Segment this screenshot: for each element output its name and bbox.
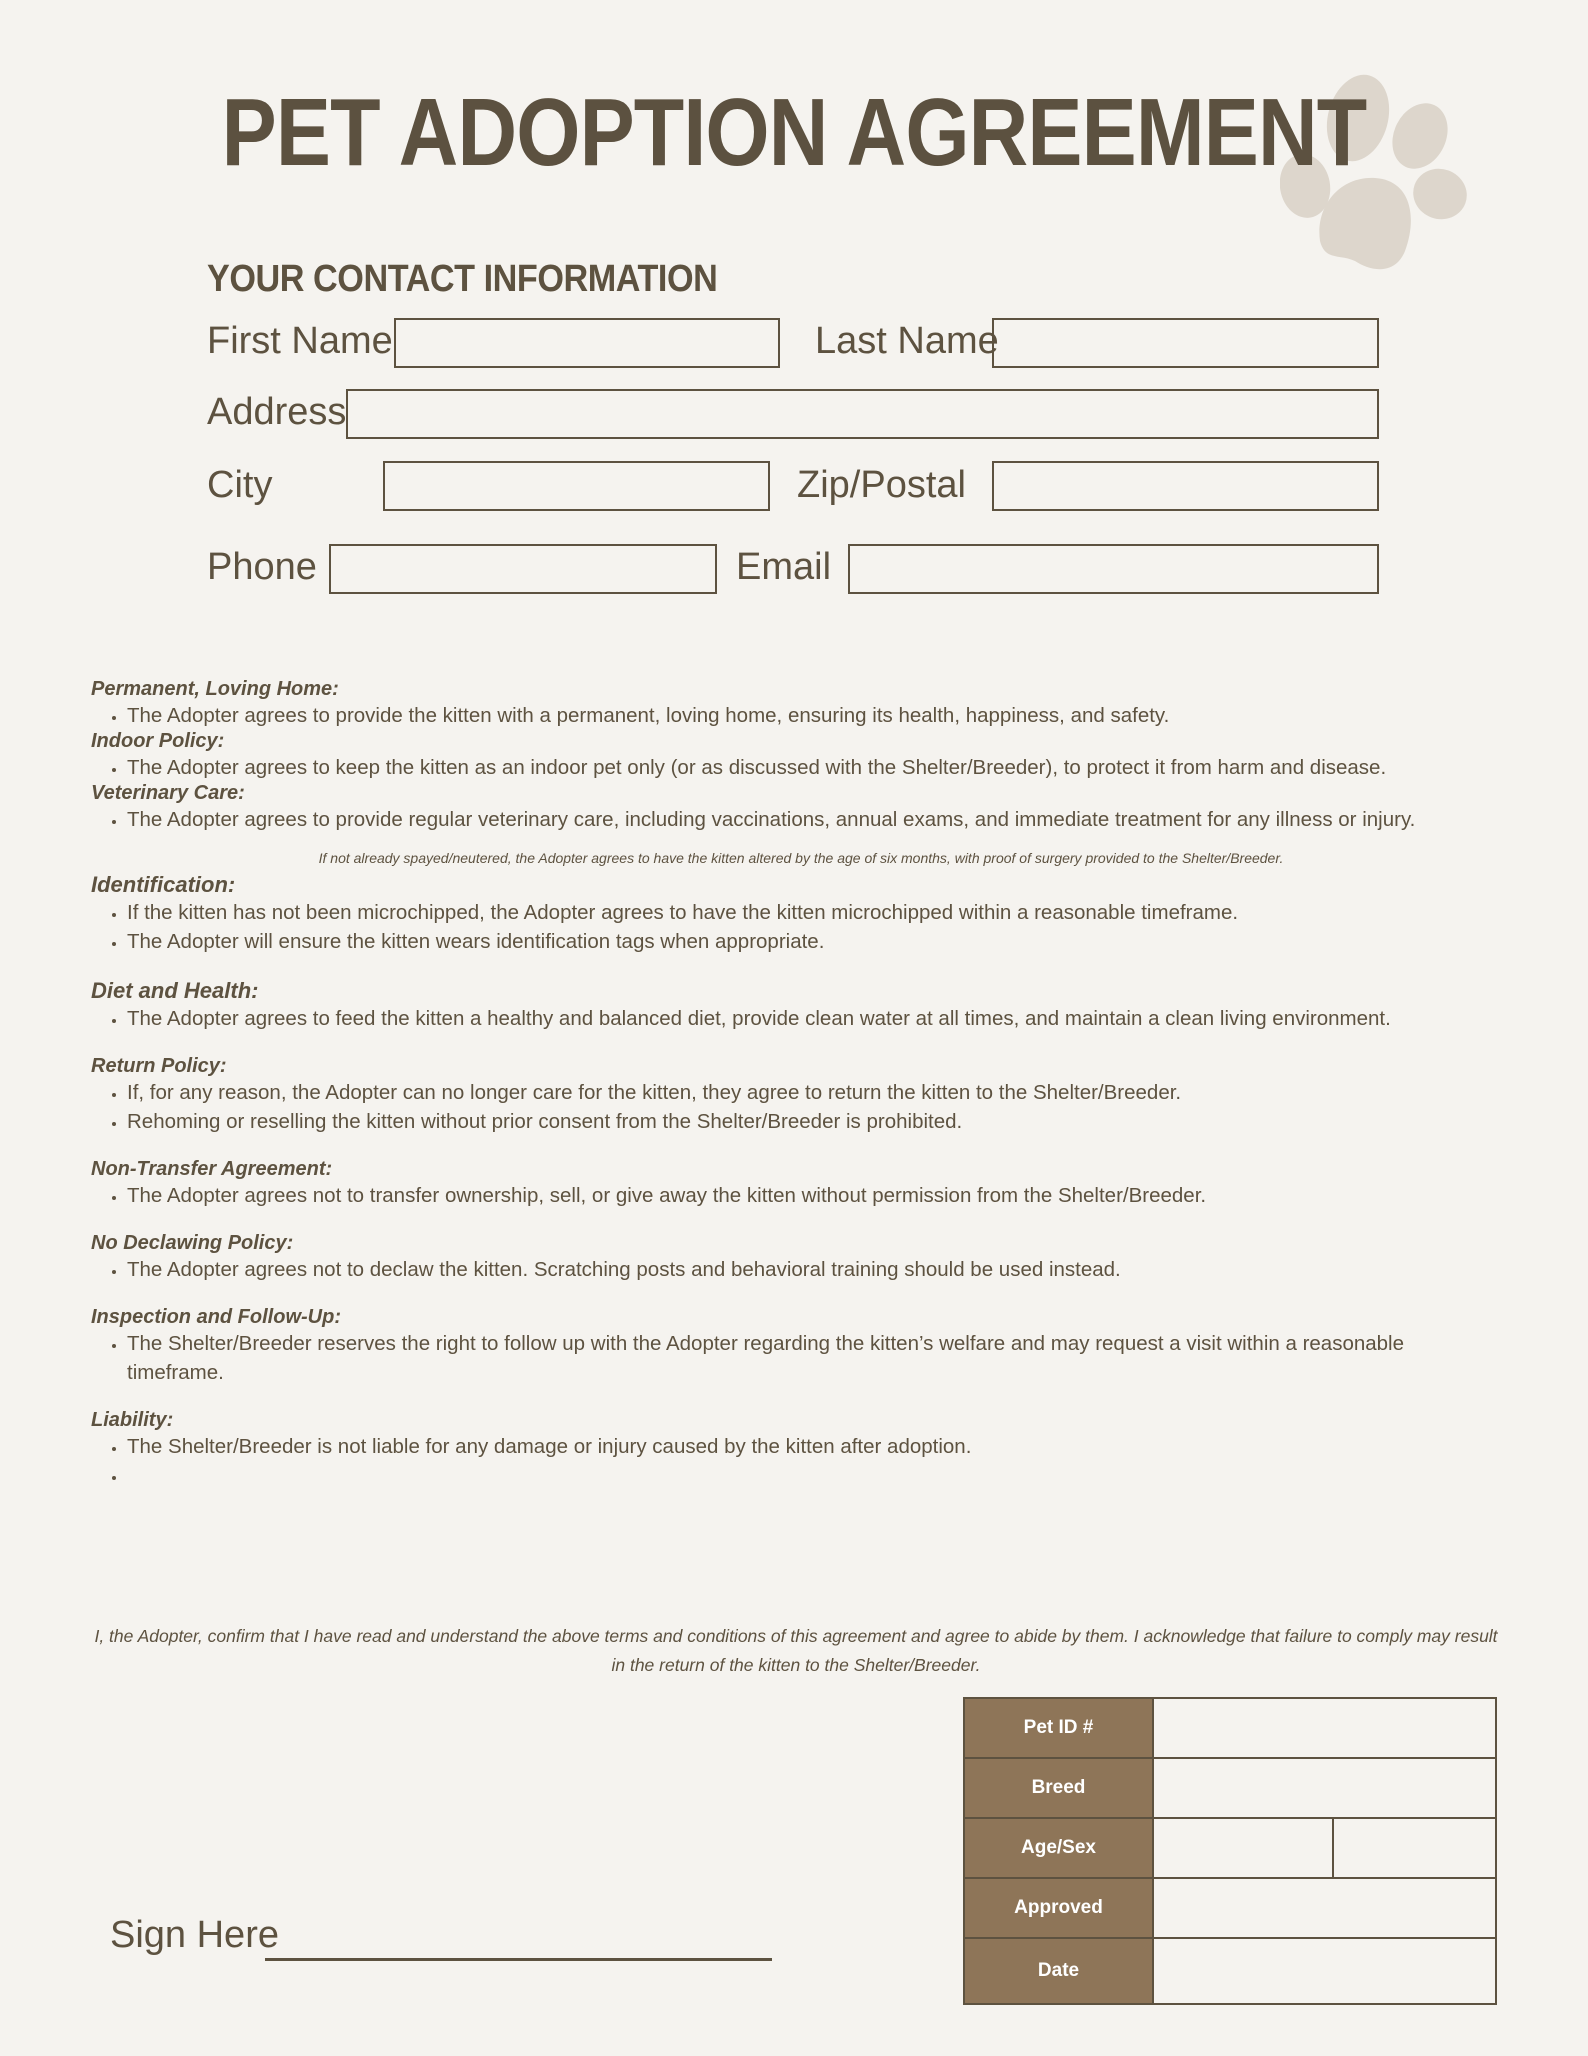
approved-header: Approved xyxy=(964,1878,1153,1938)
sign-here-label: Sign Here xyxy=(110,1914,279,1956)
section-heading: No Declawing Policy: xyxy=(91,1232,294,1254)
breed-header: Breed xyxy=(964,1758,1153,1818)
list-item: • Rehoming or reselling the kitten without prior consent from the Shelter/Breeder is prohibited. xyxy=(127,1107,1511,1136)
section-heading: Indoor Policy: xyxy=(91,730,225,752)
table-row xyxy=(964,1938,1496,2004)
date-cell[interactable] xyxy=(1153,1938,1496,2004)
date-header: Date xyxy=(964,1938,1153,2004)
list-item xyxy=(127,1461,1511,1490)
list-item: • The Adopter agrees to feed the kitten a healthy and balanced diet, provide clean water at all times, and maintain a clean living environment. xyxy=(127,1004,1511,1033)
email-label: Email xyxy=(736,546,832,588)
signature-line[interactable] xyxy=(265,1958,772,1961)
first-name-input[interactable] xyxy=(394,318,780,368)
age-sex-header: Age/Sex xyxy=(964,1818,1153,1878)
pet-id-cell[interactable] xyxy=(1153,1698,1496,1758)
pet-id-header: Pet ID # xyxy=(964,1698,1153,1758)
breed-cell[interactable] xyxy=(1153,1758,1496,1818)
list-item: • The Adopter agrees to provide regular veterinary care, including vaccinations, annual exams, and immediate treatment for any illness or injury. xyxy=(127,805,1511,834)
address-label: Address xyxy=(207,391,347,433)
zip-input[interactable] xyxy=(992,461,1379,511)
phone-label: Phone xyxy=(207,546,317,588)
section-heading: Inspection and Follow-Up: xyxy=(91,1306,341,1328)
table-row xyxy=(964,1758,1496,1818)
spay-note: If not already spayed/neutered, the Adopter agrees to have the kitten altered by the age of six months, with proof of surgery provided to the Shelter/Breeder. xyxy=(318,850,1284,866)
address-input[interactable] xyxy=(346,389,1379,439)
approved-cell[interactable] xyxy=(1153,1878,1496,1938)
section-heading: Diet and Health: xyxy=(91,978,259,1003)
section-heading: Return Policy: xyxy=(91,1055,227,1077)
list-item: • The Adopter agrees to keep the kitten as an indoor pet only (or as discussed with the Shelter/Breeder), to protect it from harm and disease. xyxy=(127,753,1511,782)
city-label: City xyxy=(207,464,273,506)
table-row xyxy=(964,1878,1496,1938)
page-title: PET ADOPTION AGREEMENT xyxy=(221,79,1367,186)
list-item: • The Shelter/Breeder reserves the right to follow up with the Adopter regarding the kitten’s welfare and may request a visit within a reasonable timeframe. xyxy=(127,1329,1511,1387)
email-input[interactable] xyxy=(848,544,1379,594)
pet-info-table xyxy=(963,1697,1497,2005)
confirmation-text: I, the Adopter, confirm that I have read and understand the above terms and conditions of this agreement and agree to abide by them. I acknowledge that failure to comply may result in the return of the kitten to the Shelter/Breeder. xyxy=(94,1626,1498,1675)
zip-label: Zip/Postal xyxy=(797,464,966,506)
list-item: • If, for any reason, the Adopter can no longer care for the kitten, they agree to return the kitten to the Shelter/Breeder. xyxy=(127,1078,1511,1107)
list-item: • The Adopter agrees to provide the kitten with a permanent, loving home, ensuring its health, happiness, and safety. xyxy=(127,701,1511,730)
terms-section xyxy=(91,678,1511,1490)
last-name-input[interactable] xyxy=(992,318,1379,368)
sex-cell[interactable] xyxy=(1333,1818,1496,1878)
age-cell[interactable] xyxy=(1153,1818,1333,1878)
list-item: • If the kitten has not been microchipped, the Adopter agrees to have the kitten microchipped within a reasonable timeframe. xyxy=(127,898,1511,927)
section-heading: Permanent, Loving Home: xyxy=(91,678,339,700)
section-heading: Non-Transfer Agreement: xyxy=(91,1158,333,1180)
phone-input[interactable] xyxy=(329,544,717,594)
table-row xyxy=(964,1818,1496,1878)
list-item: • The Adopter agrees not to declaw the kitten. Scratching posts and behavioral training should be used instead. xyxy=(127,1255,1511,1284)
contact-heading: YOUR CONTACT INFORMATION xyxy=(207,258,718,300)
list-item: • The Shelter/Breeder is not liable for any damage or injury caused by the kitten after adoption. xyxy=(127,1432,1511,1461)
table-row xyxy=(964,1698,1496,1758)
first-name-label: First Name xyxy=(207,320,393,362)
section-heading: Identification: xyxy=(91,872,236,897)
section-heading: Veterinary Care: xyxy=(91,782,245,804)
section-heading: Liability: xyxy=(91,1409,174,1431)
list-item: • The Adopter agrees not to transfer ownership, sell, or give away the kitten without permission from the Shelter/Breeder. xyxy=(127,1181,1511,1210)
last-name-label: Last Name xyxy=(815,320,999,362)
list-item: • The Adopter will ensure the kitten wears identification tags when appropriate. xyxy=(127,927,1511,956)
city-input[interactable] xyxy=(383,461,770,511)
